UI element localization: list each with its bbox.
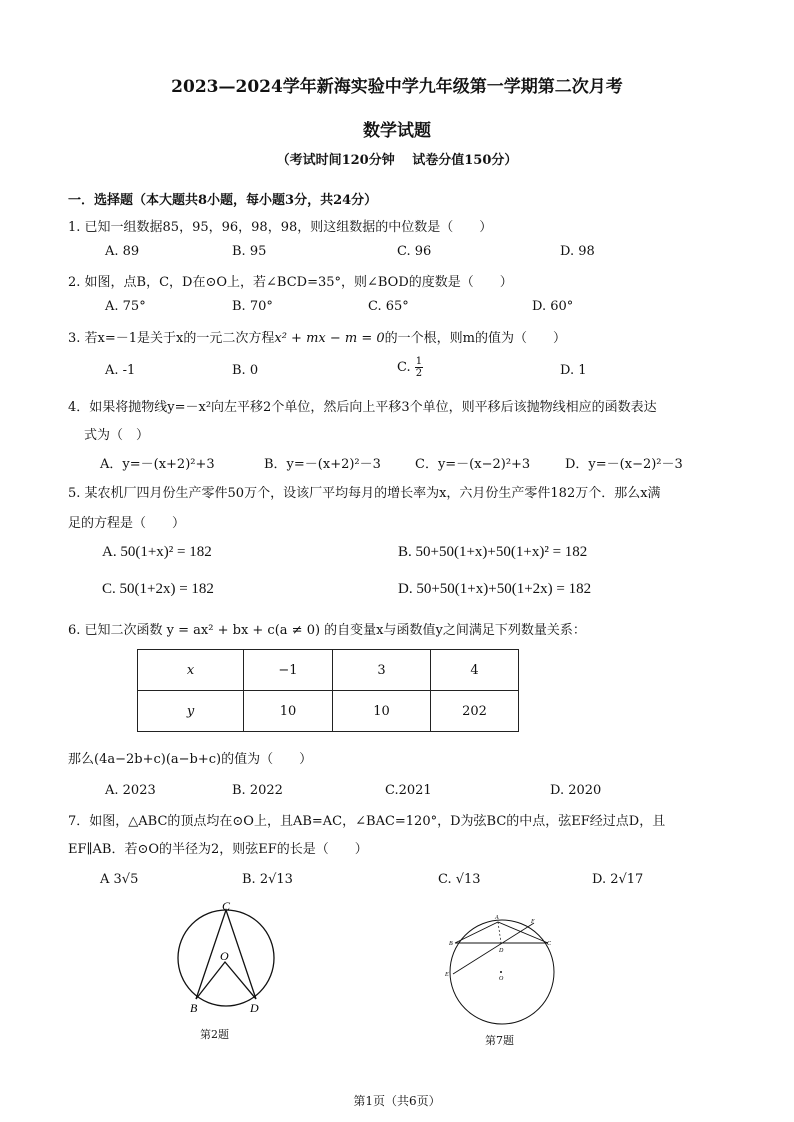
q5-option-d: D. 50+50(1+x)+50(1+2x) = 182 (398, 581, 592, 597)
q3-equation: x² + mx − m = 0 (274, 331, 385, 346)
q3-option-a: A. -1 (105, 363, 136, 378)
point-d-label: D (499, 948, 504, 954)
question-3 (68, 327, 566, 346)
values-table (137, 649, 519, 732)
question-5-line-1: 5. 某农机厂四月份生产零件50万个，设该厂平均每月的增长率为x，六月份生产零件182万个．那么x满 (68, 486, 661, 501)
q3-option-b: B. 0 (232, 363, 259, 378)
figure-q2 (170, 898, 290, 1020)
q7-option-d: D. 2√17 (592, 872, 644, 887)
point-b-label: B (190, 1001, 198, 1015)
table-row (138, 650, 519, 691)
question-5-line-2: 足的方程是（ ） (68, 516, 186, 531)
q2-option-c: C. 65° (368, 299, 409, 314)
table-cell: 4 (431, 650, 519, 691)
q7-option-b: B. 2√13 (242, 872, 293, 887)
question-4-line-2: 式为（ ） (84, 428, 150, 443)
q2-option-b: B. 70° (232, 299, 273, 314)
figure-q7 (440, 910, 565, 1028)
question-4-line-1: 4．如果将抛物线y=－x²向左平移2个单位，然后向上平移3个单位，则平移后该抛物线相应的函数表达 (68, 400, 657, 415)
q4-option-c: C．y=－(x−2)²+3 (415, 457, 531, 472)
chord-ef (453, 923, 534, 974)
center-point (500, 971, 502, 973)
point-o-label: O (220, 949, 229, 963)
q5-option-a: A. 50(1+x)² = 182 (102, 544, 212, 560)
figure-q2-caption: 第2题 (200, 1028, 229, 1041)
point-c-label: C (547, 941, 552, 947)
exam-info: （考试时间120分钟 试卷分值150分） (276, 153, 518, 168)
point-d-label: D (250, 1001, 259, 1015)
point-e-label: E (445, 972, 449, 978)
question-1: 1. 已知一组数据85，95，96，98，98，则这组数据的中位数是（ ） (68, 220, 493, 235)
q3-text-b: 的一个根，则m的值为（ ） (384, 331, 566, 346)
table-cell: y (138, 691, 244, 732)
question-6: 6. 已知二次函数 y = ax² + bx + c(a ≠ 0) 的自变量x与函数值y之间满足下列数量关系： (68, 623, 586, 638)
q6-option-c: C.2021 (385, 783, 432, 798)
figure-q7-caption: 第7题 (485, 1034, 514, 1047)
q1-option-a: A. 89 (105, 244, 140, 259)
q1-option-c: C. 96 (397, 244, 432, 259)
fraction-denominator: 2 (415, 368, 423, 379)
q4-option-a: A．y=－(x+2)²+3 (100, 457, 215, 472)
question-7-line-1: 7．如图，△ABC的顶点均在⊙O上，且AB=AC，∠BAC=120°，D为弦BC的中点，弦EF经过点D，且 (68, 814, 666, 829)
table-cell: 202 (431, 691, 519, 732)
q7-option-a: A 3√5 (100, 872, 139, 887)
q6-option-d: D. 2020 (550, 783, 602, 798)
q3-option-c (397, 356, 423, 379)
q7-option-c: C. √13 (438, 872, 481, 887)
q3-text-a: 3. 若x=－1是关于x的一元二次方程 (68, 331, 275, 346)
page-footer: 第1页（共6页） (353, 1094, 441, 1108)
table-row (138, 691, 519, 732)
table-cell: 10 (333, 691, 431, 732)
question-2: 2. 如图，点B，C，D在⊙O上，若∠BCD=35°，则∠BOD的度数是（ ） (68, 275, 513, 290)
point-f-label: F (531, 919, 535, 925)
point-a-label: A (495, 915, 499, 921)
table-cell: 10 (244, 691, 333, 732)
q4-option-b: B．y=－(x+2)²－3 (264, 457, 381, 472)
q6-option-b: B. 2022 (232, 783, 283, 798)
table-cell: −1 (244, 650, 333, 691)
point-c-label: C (222, 899, 231, 913)
q2-option-a: A. 75° (105, 299, 146, 314)
q3-option-d: D. 1 (560, 363, 587, 378)
q5-option-c: C. 50(1+2x) = 182 (102, 581, 214, 597)
q1-option-b: B. 95 (232, 244, 267, 259)
point-o-label: O (499, 976, 504, 982)
section-heading: 一．选择题（本大题共8小题，每小题3分，共24分） (68, 193, 378, 208)
radii-ob-od (196, 962, 256, 999)
subject-title: 数学试题 (363, 121, 431, 141)
q2-option-d: D. 60° (532, 299, 574, 314)
question-6-followup: 那么(4a−2b+c)(a−b+c)的值为（ ） (68, 752, 313, 767)
q5-option-b: B. 50+50(1+x)+50(1+x)² = 182 (398, 544, 588, 560)
segment-ad (498, 922, 501, 943)
table-cell: x (138, 650, 244, 691)
question-7-line-2: EF∥AB．若⊙O的半径为2，则弦EF的长是（ ） (68, 842, 368, 857)
fraction-numerator: 1 (415, 356, 423, 367)
exam-title: 2023—2024学年新海实验中学九年级第一学期第二次月考 (171, 77, 623, 97)
point-b-label: B (449, 941, 453, 947)
q3-option-c-label: C. (397, 360, 411, 375)
table-cell: 3 (333, 650, 431, 691)
q3-option-c-fraction (415, 356, 423, 379)
q6-option-a: A. 2023 (105, 783, 156, 798)
q4-option-d: D．y=－(x−2)²－3 (565, 457, 683, 472)
q1-option-d: D. 98 (560, 244, 595, 259)
